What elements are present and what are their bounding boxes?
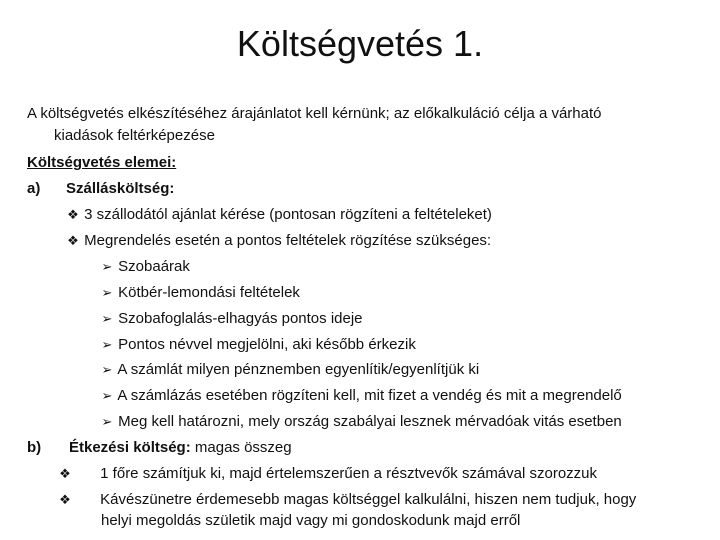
section-a-subitem-3: ➢ Szobafoglalás-elhagyás pontos ideje [101,310,363,327]
section-a-marker: a) [27,180,41,197]
section-b-bullet-1: ❖ 1 főre számítjuk ki, majd értelemszerűen a résztvevők számával szorozzuk [59,465,598,482]
intro-line-2: kiadások feltérképezése [54,127,215,144]
arrow-bullet-icon: ➢ [101,362,113,377]
section-a-subitem-1: ➢ Szobaárak [101,258,190,275]
section-b-bullet-2-cont: helyi megoldás születik majd vagy mi gondoskodunk majd erről [101,512,521,529]
section-a-subitem-5: ➢ A számlát milyen pénznemben egyenlítik/egyenlítjük ki [101,361,480,378]
section-a-bullet-2: ❖ Megrendelés esetén a pontos feltételek rögzítése szükséges: [67,232,492,249]
arrow-bullet-icon: ➢ [101,259,113,274]
arrow-bullet-icon: ➢ [101,337,113,352]
elements-heading: Költségvetés elemei: [27,154,177,171]
section-b-heading [69,438,292,458]
section-b-label: Étkezési költség: [69,439,191,456]
section-b-bullet-2: ❖ Kávészünetre érdemesebb magas költséggel kalkulálni, hiszen nem tudjuk, hogy [59,491,637,508]
section-a-subitem-6: ➢ A számlázás esetében rögzíteni kell, mit fizet a vendég és mit a megrendelő [101,387,622,404]
intro-line-1: A költségvetés elkészítéséhez árajánlatot kell kérnünk; az előkalkuláció célja a várható [27,105,602,122]
arrow-bullet-icon: ➢ [101,285,113,300]
section-a-subitem-4: ➢ Pontos névvel megjelölni, aki később érkezik [101,336,416,353]
arrow-bullet-icon: ➢ [101,414,113,429]
arrow-bullet-icon: ➢ [101,311,113,326]
section-b-marker: b) [27,439,42,456]
diamond-bullet-icon: ❖ [59,492,71,507]
section-a-bullet-1: ❖ 3 szállodától ajánlat kérése (pontosan rögzíteni a feltételeket) [67,206,492,223]
section-a-subitem-7: ➢ Meg kell határozni, mely ország szabályai lesznek mérvadóak vitás esetben [101,413,622,430]
diamond-bullet-icon: ❖ [59,466,71,481]
section-a-label: Szállásköltség: [66,180,175,197]
diamond-bullet-icon: ❖ [67,207,79,222]
slide-title: Költségvetés 1. [236,23,484,64]
section-a-subitem-2: ➢ Kötbér-lemondási feltételek [101,284,300,301]
arrow-bullet-icon: ➢ [101,388,113,403]
diamond-bullet-icon: ❖ [67,233,79,248]
section-b-rest: magas összeg [190,439,292,456]
